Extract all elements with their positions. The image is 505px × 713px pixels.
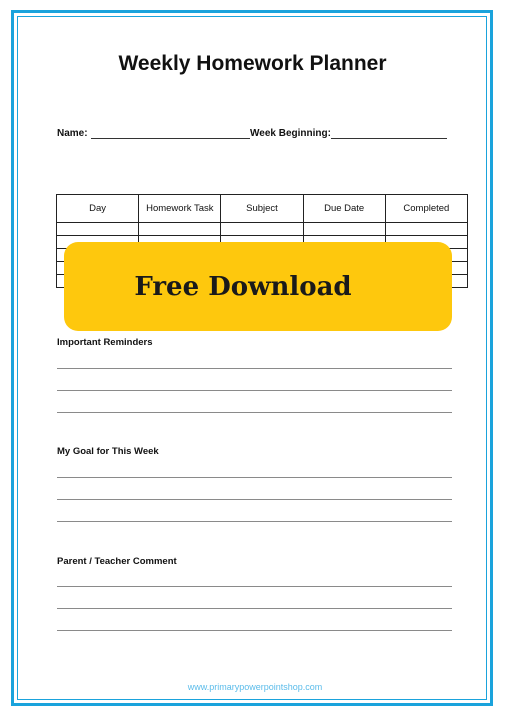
table-cell[interactable] — [139, 223, 221, 236]
reminder-line[interactable] — [57, 390, 452, 391]
table-cell[interactable] — [57, 223, 139, 236]
column-header-completed: Completed — [385, 195, 467, 223]
name-field[interactable] — [91, 138, 250, 139]
column-header-day: Day — [57, 195, 139, 223]
parent-teacher-comment-heading: Parent / Teacher Comment — [57, 556, 177, 567]
comment-line[interactable] — [57, 586, 452, 587]
name-label: Name: — [57, 128, 88, 139]
footer-website-url[interactable]: www.primarypowerpointshop.com — [187, 682, 323, 692]
comment-line[interactable] — [57, 630, 452, 631]
column-header-subject: Subject — [221, 195, 303, 223]
week-beginning-label: Week Beginning: — [250, 128, 331, 139]
reminder-line[interactable] — [57, 368, 452, 369]
page-border-inner — [17, 16, 487, 700]
page-title: Weekly Homework Planner — [118, 52, 387, 75]
goal-line[interactable] — [57, 521, 452, 522]
goal-line[interactable] — [57, 499, 452, 500]
column-header-due-date: Due Date — [303, 195, 385, 223]
free-download-banner[interactable] — [64, 242, 452, 331]
table-cell[interactable] — [385, 223, 467, 236]
comment-line[interactable] — [57, 608, 452, 609]
table-cell[interactable] — [221, 223, 303, 236]
my-goal-heading: My Goal for This Week — [57, 446, 159, 457]
free-download-text: Free Download — [134, 271, 352, 302]
reminder-line[interactable] — [57, 412, 452, 413]
important-reminders-heading: Important Reminders — [57, 337, 153, 348]
column-header-homework-task: Homework Task — [139, 195, 221, 223]
goal-line[interactable] — [57, 477, 452, 478]
week-beginning-field[interactable] — [331, 138, 447, 139]
table-cell[interactable] — [303, 223, 385, 236]
table-row — [57, 223, 468, 236]
table-header-row — [57, 195, 468, 223]
